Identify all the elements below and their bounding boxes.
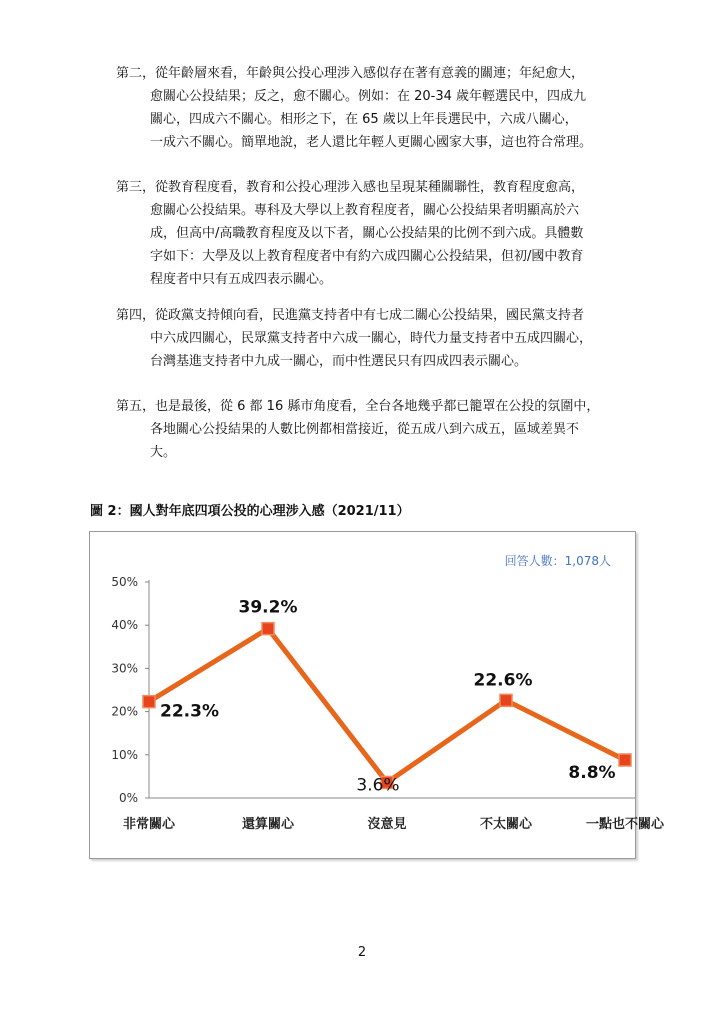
series-line	[149, 629, 625, 783]
x-tick-label: 非常關心	[122, 817, 176, 832]
data-point	[143, 696, 155, 708]
data-label: 22.6%	[473, 670, 533, 691]
data-point	[500, 694, 512, 706]
y-tick-label: 20%	[111, 704, 138, 719]
y-tick-label: 0%	[118, 791, 138, 805]
data-point	[619, 754, 631, 766]
paragraph-line: 各地關心公投結果的人數比例都相當接近，從五成八到六成五，區域差異不	[150, 422, 580, 437]
paragraph-line: 中六成四關心，民眾黨支持者中六成一關心，時代力量支持者中五成四關心，	[150, 331, 593, 346]
x-tick-label: 不太關心	[479, 817, 533, 832]
y-tick-label: 50%	[111, 575, 138, 589]
y-tick-label: 40%	[111, 618, 138, 633]
data-label: 39.2%	[238, 597, 298, 618]
paragraph-line: 關心，四成六不關心。相形之下，在 65 歲以上年長選民中，六成八關心，	[150, 112, 578, 127]
paragraph	[116, 304, 644, 373]
paragraph-line: 愈關心公投結果；反之，愈不關心。例如：在 20-34 歲年輕選民中，四成九	[150, 89, 587, 104]
data-label: 3.6%	[356, 775, 400, 796]
paragraph-line: 第三，從教育程度看，教育和公投心理涉入感也呈現某種關聯性，教育程度愈高，	[116, 180, 585, 195]
paragraph-line: 台灣基進支持者中九成一關心，而中性選民只有四成四表示關心。	[150, 354, 528, 369]
paragraph-line: 第四，從政黨支持傾向看，民進黨支持者中有七成二關心公投結果，國民黨支持者	[116, 308, 585, 323]
line-chart	[90, 532, 665, 858]
data-point	[262, 623, 274, 635]
paragraph-line: 一成六不關心。簡單地說，老人還比年輕人更關心國家大事，這也符合常理。	[150, 135, 593, 150]
paragraph-line: 愈關心公投結果。專科及大學以上教育程度者，關心公投結果者明顯高於六	[150, 203, 580, 218]
figure-title: 圖 2：國人對年底四項公投的心理涉入感（2021/11）	[90, 504, 410, 519]
paragraph-line: 字如下：大學及以上教育程度者中有約六成四關心公投結果，但初/國中教育	[150, 249, 584, 264]
page-number: 2	[357, 945, 367, 960]
respondents-label: 回答人數：1,078人	[504, 554, 611, 568]
paragraph	[116, 62, 644, 154]
chart-frame	[89, 531, 665, 859]
paragraph-line: 成，但高中/高職教育程度及以下者，關心公投結果的比例不到六成。具體數	[150, 226, 584, 241]
x-tick-label: 還算關心	[241, 817, 295, 832]
paragraph-line: 第二，從年齡層來看，年齡與公投心理涉入感似存在著有意義的關連；年紀愈大，	[116, 66, 585, 81]
y-tick-label: 30%	[111, 661, 138, 676]
data-label: 8.8%	[568, 762, 616, 783]
paragraph	[116, 176, 644, 291]
paragraph	[116, 395, 644, 464]
paragraph-line: 第五，也是最後，從 6 都 16 縣市角度看，全台各地幾乎都已籠罩在公投的氛圍中，	[116, 399, 600, 414]
x-tick-label: 沒意見	[367, 817, 407, 832]
x-tick-label: 一點也不關心	[585, 817, 665, 832]
data-label: 22.3%	[160, 701, 219, 722]
paragraph-line: 程度者中只有五成四表示關心。	[150, 272, 333, 287]
paragraph-line: 大。	[150, 445, 177, 460]
y-tick-label: 10%	[111, 747, 138, 762]
